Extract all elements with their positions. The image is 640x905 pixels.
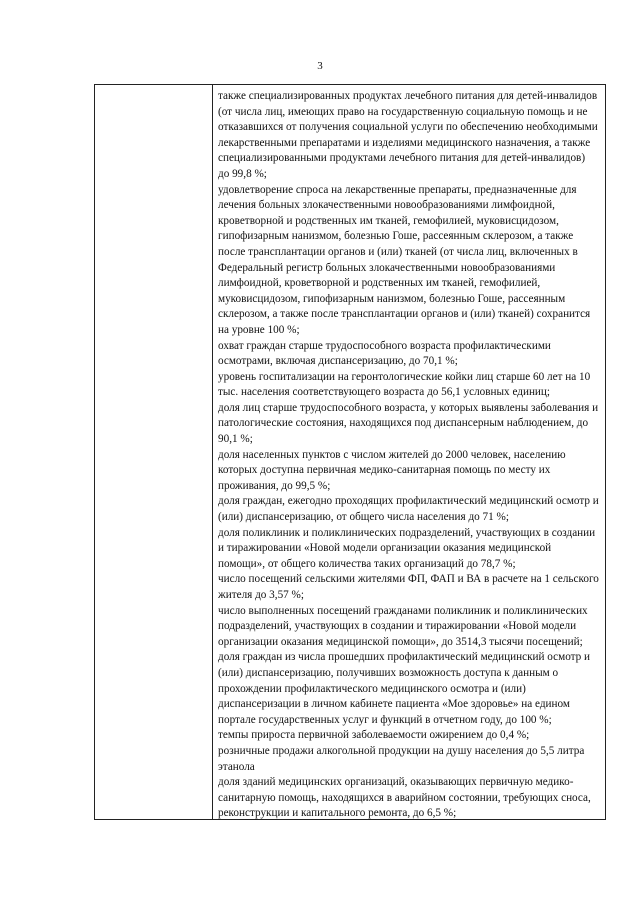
paragraph-13: розничные продажи алкогольной продукции на душу населения до 5,5 литра этанола <box>218 744 585 773</box>
table-right-column <box>213 85 605 819</box>
paragraph-3: охват граждан старше трудоспособного возраста профилактическими осмотрами, включая диспансеризацию, до 70,1 %; <box>218 339 551 368</box>
paragraph-8: доля поликлиник и поликлинических подразделений, участвующих в создании и тиражировании «Новой модели организации оказания медицинской помощи», от общего количества таких организаций до 78,7 %; <box>218 526 596 570</box>
paragraph-14: доля зданий медицинских организаций, оказывающих первичную медико-санитарную помощь, находящихся в аварийном состоянии, требующих сноса, реконструкции и капитального ремонта, до 6,5 %; <box>218 776 591 819</box>
paragraph-1: также специализированных продуктах лечебного питания для детей-инвалидов (от числа лиц, имеющих право на государственную социальную помощь и не отказавшихся от получения социальной услуги по обеспечению необходимыми лекарственными препаратами и изделиями медицинского назначения, а также специализированными продуктами лечебного питания для детей-инвалидов) до 99,8 %; <box>218 90 598 180</box>
paragraph-12: темпы прироста первичной заболеваемости ожирением до 0,4 %; <box>218 729 530 742</box>
paragraph-4: уровень госпитализации на геронтологические койки лиц старше 60 лет на 10 тыс. населения соответствующего возраста до 56,1 условных единиц; <box>218 370 591 399</box>
paragraph-9: число посещений сельскими жителями ФП, ФАП и ВА в расчете на 1 сельского жителя до 3,57 %; <box>218 573 599 601</box>
document-table <box>94 84 606 820</box>
page-number: 3 <box>317 60 323 72</box>
paragraph-2: удовлетворение спроса на лекарственные препараты, предназначенные для лечения больных злокачественными новообразованиями лимфоидной, кроветворной и родственных им тканей, гемофилией, муковисцидозом, гипофизарным нанизмом, болезнью Гоше, рассеянным склерозом, а также после трансплантации органов и (или) тканей (от числа лиц, включенных в Федеральный регистр больных злокачественными новообразованиями лимфоидной, кроветворной и родственных им тканей, гемофилией, муковисцидозом, гипофизарным нанизмом, болезнью Гоше, рассеянным склерозом, а также после трансплантации органов и (или) тканей) сохранится на уровне 100 %; <box>218 183 591 336</box>
paragraph-6: доля населенных пунктов с числом жителей до 2000 человек, населению которых доступна первичная медико-санитарная помощь по месту их проживания, до 99,5 %; <box>218 448 566 492</box>
table-left-column <box>95 85 213 819</box>
paragraph-11: доля граждан из числа прошедших профилактический медицинский осмотр и (или) диспансеризацию, получивших возможность доступа к данным о прохождении профилактического медицинского осмотра и (или) диспансеризации в личном кабинете пациента «Мое здоровье» на едином портале государственных услуг и функций в отчетном году, до 100 %; <box>218 651 591 726</box>
paragraph-7: доля граждан, ежегодно проходящих профилактический медицинский осмотр и (или) диспансеризацию, от общего числа населения до 71 %; <box>218 495 599 524</box>
paragraph-10: число выполненных посещений гражданами поликлиник и поликлинических подразделений, участвующих в создании и тиражировании «Новой модели организации оказания медицинской помощи», до 3514,3 тысячи посещений; <box>218 604 588 648</box>
paragraph-5: доля лиц старше трудоспособного возраста, у которых выявлены заболевания и патологические состояния, находящихся под диспансерным наблюдением, до 90,1 %; <box>218 401 599 446</box>
